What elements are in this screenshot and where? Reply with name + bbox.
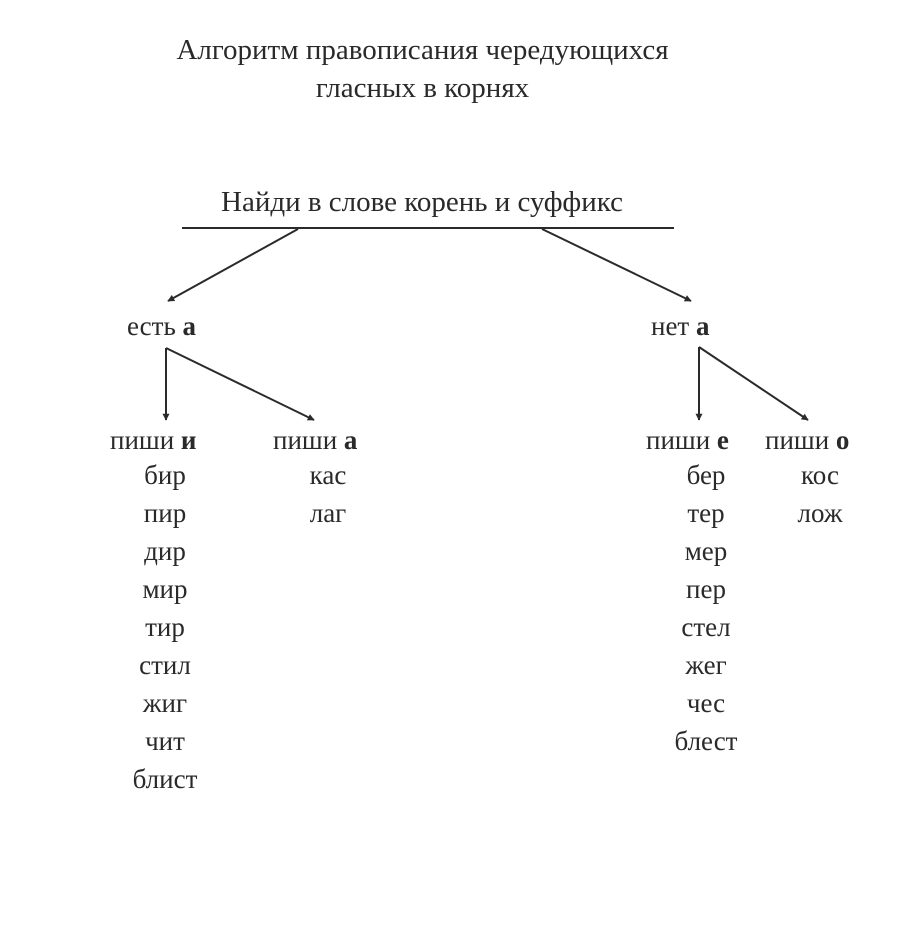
root-item: кас bbox=[309, 460, 347, 490]
root-item: пер bbox=[686, 574, 726, 604]
root-item: жег bbox=[685, 650, 727, 680]
rule-write-e bbox=[646, 424, 729, 456]
rule-write-i-letter: и bbox=[180, 425, 197, 455]
rule-write-i bbox=[110, 424, 196, 456]
rule-write-e-text: пиши bbox=[646, 425, 711, 455]
root-item: пир bbox=[143, 498, 187, 528]
root-item: дир bbox=[144, 536, 186, 566]
diagram-title-line-2: гласных в корнях bbox=[315, 72, 530, 104]
root-item: тер bbox=[687, 498, 725, 528]
root-item: чес bbox=[686, 688, 726, 718]
root-item: бер bbox=[686, 460, 726, 490]
roots-list-e bbox=[650, 456, 762, 760]
rule-write-e-letter: е bbox=[716, 425, 729, 455]
root-item: стил bbox=[139, 650, 191, 680]
root-item: блест bbox=[674, 726, 738, 756]
branch-has-a-letter: а bbox=[182, 311, 197, 341]
root-item: жиг bbox=[142, 688, 188, 718]
branch-no-a-text: нет bbox=[651, 311, 690, 341]
branch-no-a-letter: а bbox=[695, 311, 710, 341]
rule-write-o-text: пиши bbox=[765, 425, 830, 455]
diagram-title-line-1: Алгоритм правописания чередующихся bbox=[176, 34, 669, 66]
rule-write-o-letter: о bbox=[835, 425, 850, 455]
branch-has-a-text: есть bbox=[127, 311, 176, 341]
root-item: блист bbox=[132, 764, 198, 794]
roots-list-a bbox=[273, 456, 383, 532]
rule-write-a-letter: а bbox=[343, 425, 358, 455]
rule-write-a-text: пиши bbox=[273, 425, 338, 455]
branch-no-a bbox=[651, 310, 709, 342]
roots-list-o bbox=[765, 456, 875, 532]
roots-list-i bbox=[110, 456, 220, 798]
root-item: чит bbox=[145, 726, 185, 756]
root-item: тир bbox=[145, 612, 185, 642]
rule-write-a bbox=[273, 424, 357, 456]
branch-has-a bbox=[127, 310, 196, 342]
arrow-to-yes-a bbox=[168, 229, 298, 301]
arrow-to-write-a bbox=[166, 348, 314, 420]
root-item: стел bbox=[681, 612, 731, 642]
arrow-to-write-o bbox=[699, 347, 808, 420]
rule-write-i-text: пиши bbox=[110, 425, 175, 455]
root-item: бир bbox=[144, 460, 186, 490]
root-item: лож bbox=[797, 498, 843, 528]
instruction-text: Найди в слове корень и суффикс bbox=[221, 186, 623, 218]
rule-write-o bbox=[765, 424, 849, 456]
root-item: лаг bbox=[309, 498, 347, 528]
root-item: кос bbox=[801, 460, 839, 490]
arrow-to-no-a bbox=[542, 229, 691, 301]
root-item: мер bbox=[684, 536, 728, 566]
root-item: мир bbox=[142, 574, 188, 604]
